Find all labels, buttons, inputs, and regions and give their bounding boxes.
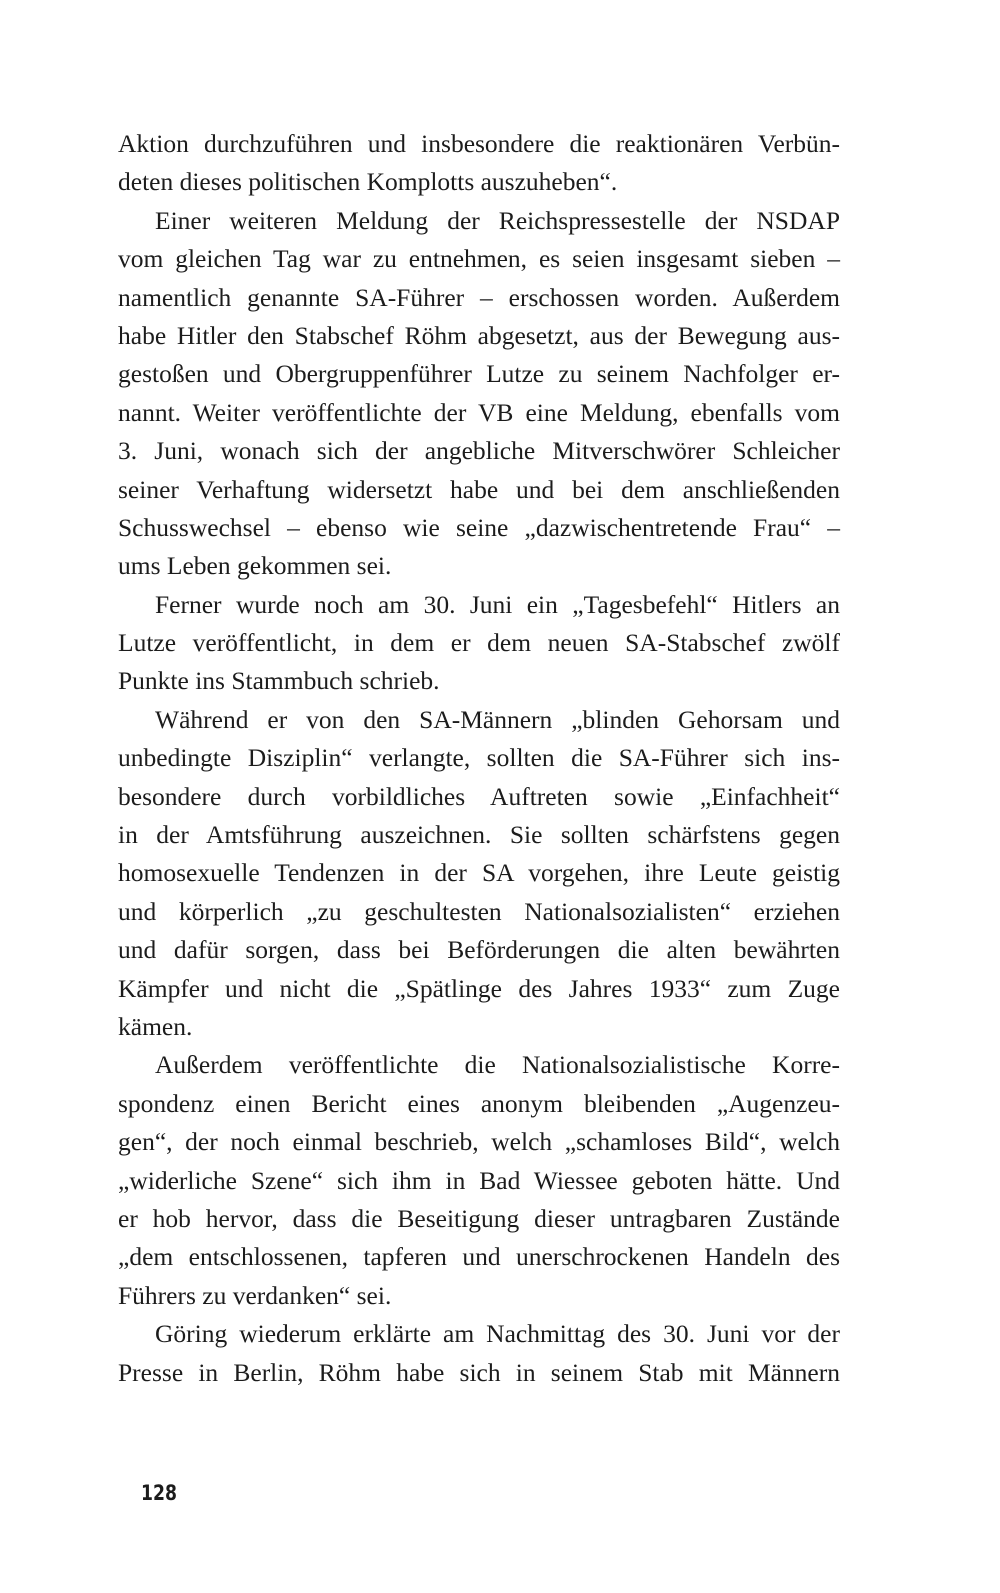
text-line: Einer weiteren Meldung der Reichspressestelle der NSDAP — [155, 205, 840, 235]
text-line: Göring wiederum erklärte am Nachmittag des 30. Juni vor der — [155, 1319, 840, 1349]
text-line: „dem entschlossenen, tapferen und unerschrockenen Handeln des — [118, 1242, 840, 1272]
text-line: nannt. Weiter veröffentlichte der VB eine Meldung, ebenfalls vom — [118, 397, 840, 427]
text-line: Presse in Berlin, Röhm habe sich in seinem Stab mit Männern — [118, 1357, 840, 1387]
text-line: namentlich genannte SA-Führer – erschossen worden. Außerdem — [118, 282, 840, 312]
text-line: Ferner wurde noch am 30. Juni ein „Tagesbefehl“ Hitlers an — [155, 589, 840, 619]
text-line: in der Amtsführung auszeichnen. Sie sollten schärfstens gegen — [118, 820, 840, 850]
text-line: er hob hervor, dass die Beseitigung dieser untragbaren Zustände — [118, 1203, 840, 1233]
text-line: Lutze veröffentlicht, in dem er dem neuen SA-Stabschef zwölf — [118, 628, 840, 658]
text-line: 3. Juni, wonach sich der angebliche Mitverschwörer Schleicher — [118, 436, 840, 466]
text-line: kämen. — [118, 1011, 193, 1041]
text-line: besondere durch vorbildliches Auftreten sowie „Einfachheit“ — [118, 781, 840, 811]
text-line: seiner Verhaftung widersetzt habe und bei dem anschließenden — [118, 474, 840, 504]
text-line: deten dieses politischen Komplotts auszuheben“. — [118, 167, 618, 197]
text-line: unbedingte Disziplin“ verlangte, sollten die SA-Führer sich ins- — [118, 743, 840, 773]
text-line: Aktion durchzuführen und insbesondere die reaktionären Verbün- — [118, 129, 840, 158]
text-line: gen“, der noch einmal beschrieb, welch „schamloses Bild“, welch — [118, 1127, 840, 1157]
text-line: „widerliche Szene“ sich ihm in Bad Wiessee geboten hätte. Und — [118, 1165, 840, 1195]
text-line: Führers zu verdanken“ sei. — [118, 1280, 392, 1310]
text-line: und dafür sorgen, dass bei Beförderungen die alten bewährten — [118, 935, 840, 965]
text-line: Außerdem veröffentlichte die Nationalsozialistische Korre- — [155, 1050, 840, 1080]
text-line: Kämpfer und nicht die „Spätlinge des Jahres 1933“ zum Zuge — [118, 973, 840, 1003]
text-line: spondenz einen Bericht eines anonym bleibenden „Augenzeu- — [118, 1088, 840, 1118]
page-number: 128 — [141, 1481, 177, 1505]
text-line: vom gleichen Tag war zu entnehmen, es seien insgesamt sieben – — [118, 244, 840, 274]
text-line: Während er von den SA-Männern „blinden Gehorsam und — [155, 704, 840, 734]
text-line: habe Hitler den Stabschef Röhm abgesetzt, aus der Bewegung aus- — [118, 320, 840, 350]
text-line: Punkte ins Stammbuch schrieb. — [118, 666, 440, 696]
text-line: gestoßen und Obergruppenführer Lutze zu seinem Nachfolger er- — [118, 359, 840, 389]
text-line: homosexuelle Tendenzen in der SA vorgehen, ihre Leute geistig — [118, 858, 840, 888]
text-line: und körperlich „zu geschultesten Nationalsozialisten“ erziehen — [118, 896, 840, 926]
text-line: ums Leben gekommen sei. — [118, 551, 392, 581]
body-text — [118, 125, 840, 1392]
text-line: Schusswechsel – ebenso wie seine „dazwischentretende Frau“ – — [118, 512, 840, 542]
